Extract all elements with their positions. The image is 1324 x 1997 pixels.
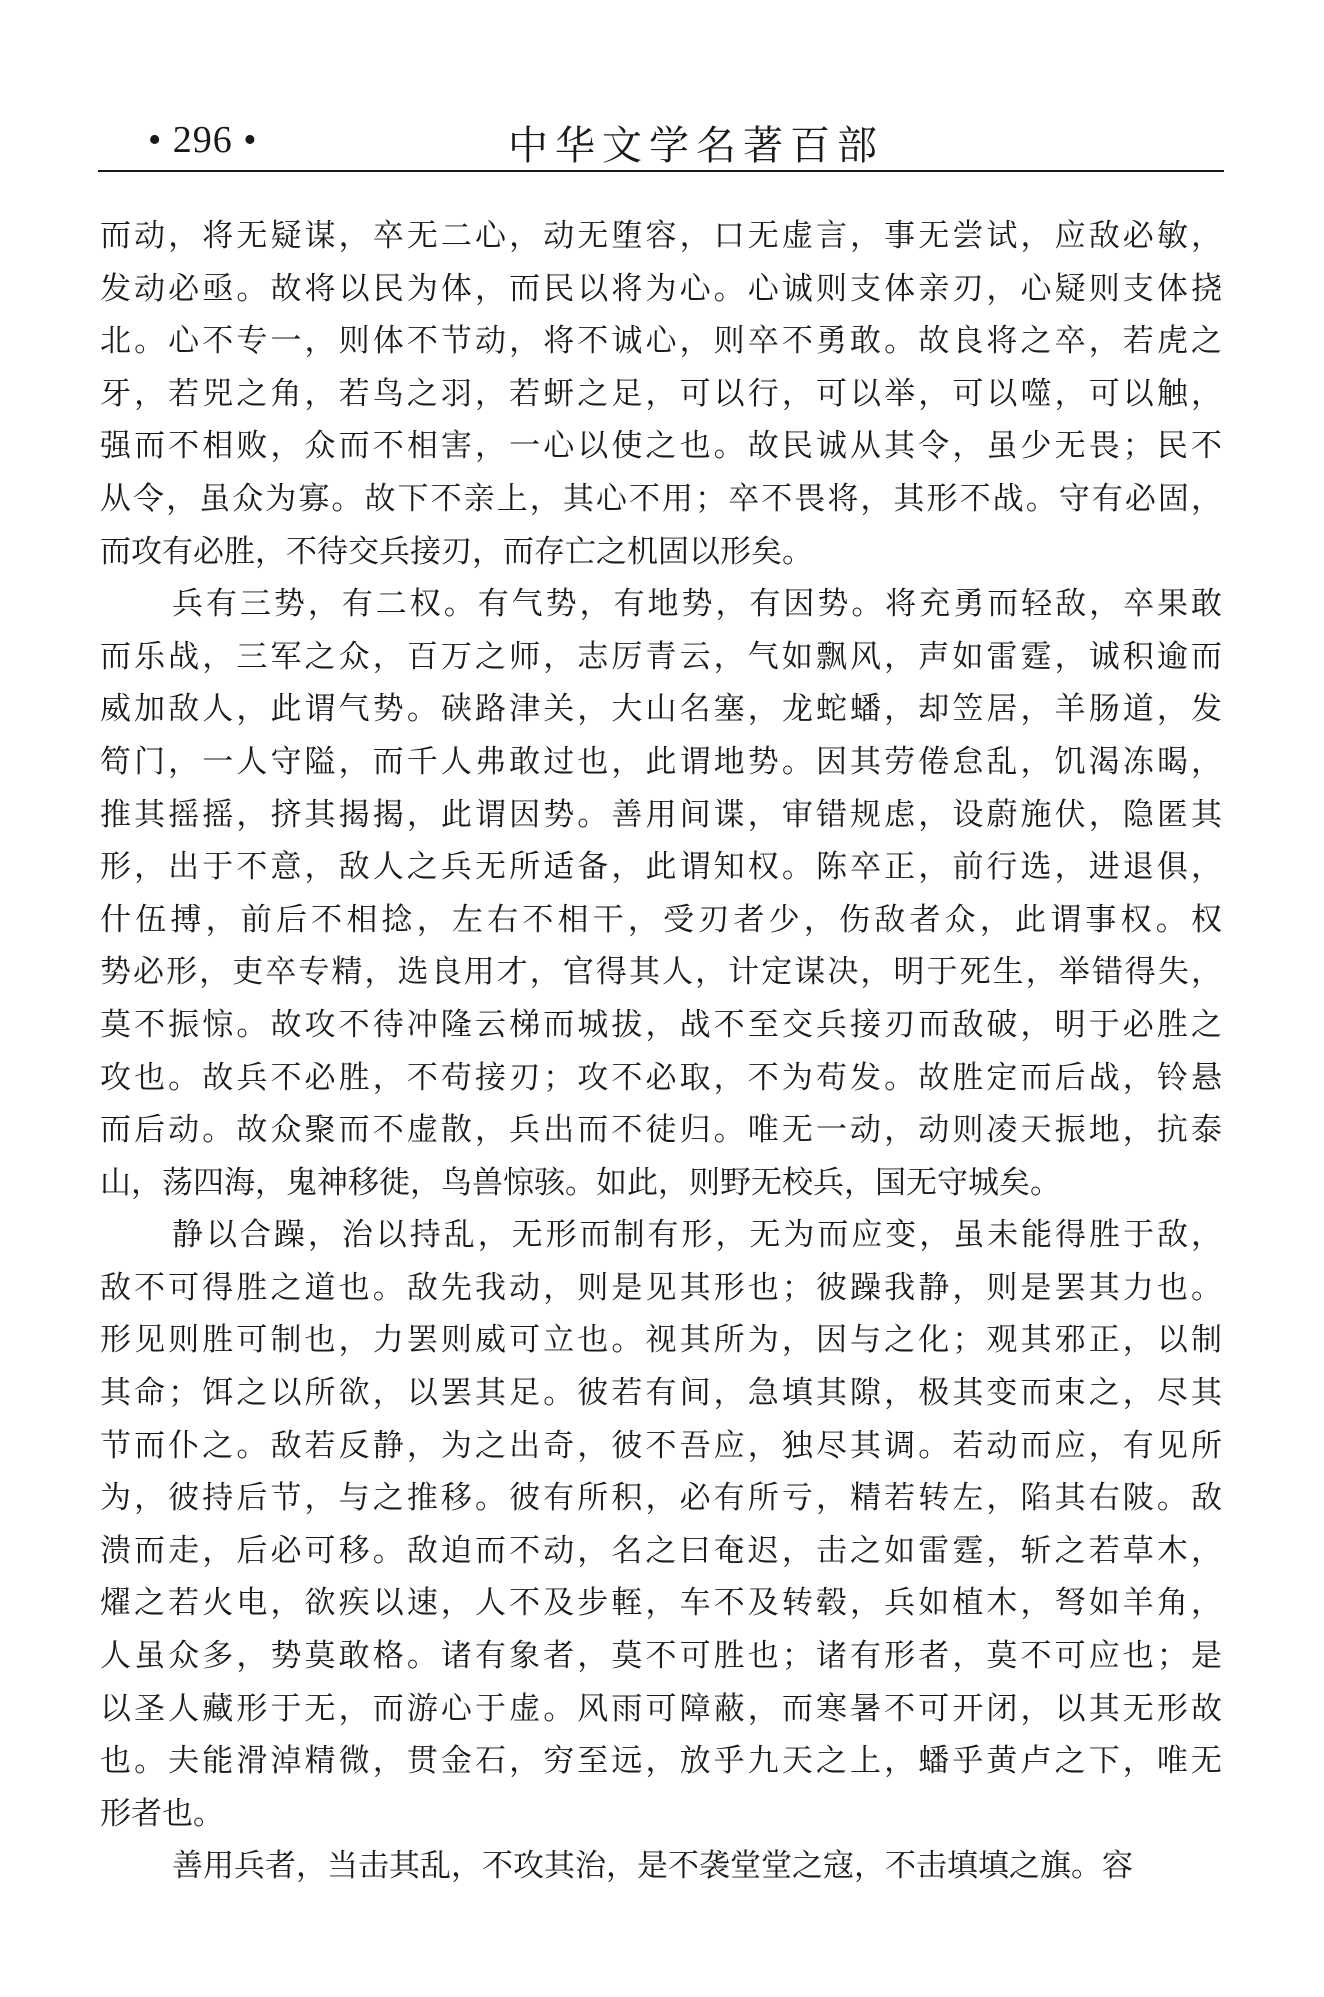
text-line: 善用兵者，当击其乱，不攻其治，是不袭堂堂之寇，不击填填之旗。容 [172,1848,1133,1885]
text-line: 而乐战，三军之众，百万之师，志厉青云，气如飘风，声如雷霆，诚积逾而 [100,638,1222,675]
book-title: 中华文学名著百部 [508,123,884,169]
body-text [100,210,1222,1893]
text-line: 强而不相败，众而不相害，一心以使之也。故民诚从其令，虽少无畏；民不 [100,428,1222,465]
paragraph [100,1209,1222,1840]
text-line: 以圣人藏形于无，而游心于虚。风雨可障蔽，而寒暑不可开闭，以其无形故 [100,1690,1222,1727]
text-line: 推其摇摇，挤其揭揭，此谓因势。善用间谍，审错规虑，设蔚施伏，隐匿其 [100,796,1222,833]
text-line: 形见则胜可制也，力罢则威可立也。视其所为，因与之化；观其邪正，以制 [100,1322,1222,1359]
text-line: 势必形，吏卒专精，选良用才，官得其人，计定谋决，明于死生，举错得失， [100,954,1222,991]
text-line: 静以合躁，治以持乱，无形而制有形，无为而应变，虽未能得胜于敌， [172,1217,1222,1254]
text-line: 发动必亟。故将以民为体，而民以将为心。心诚则支体亲刃，心疑则支体挠 [100,270,1222,307]
text-line: 山，荡四海，鬼神移徙，鸟兽惊骇。如此，则野无校兵，国无守城矣。 [100,1164,1061,1201]
text-line: 敌不可得胜之道也。敌先我动，则是见其形也；彼躁我静，则是罢其力也。 [100,1269,1222,1306]
text-line: 人虽众多，势莫敢格。诸有象者，莫不可胜也；诸有形者，莫不可应也；是 [100,1638,1222,1675]
text-line: 笱门，一人守隘，而千人弗敢过也，此谓地势。因其劳倦怠乱，饥渴冻暍， [100,743,1222,780]
paragraph [100,1840,1222,1893]
text-line: 溃而走，后必可移。敌迫而不动，名之曰奄迟，击之如雷霆，斩之若草木， [100,1532,1222,1569]
text-line: 而动，将无疑谋，卒无二心，动无堕容，口无虚言，事无尝试，应敌必敏， [100,218,1222,254]
text-line: 燿之若火电，欲疾以速，人不及步輊，车不及转毂，兵如植木，弩如羊角， [100,1585,1222,1622]
paragraph [100,578,1222,1209]
text-line: 莫不振惊。故攻不待冲隆云梯而城拔，战不至交兵接刃而敌破，明于必胜之 [100,1006,1222,1043]
header-rule [98,170,1224,172]
text-line: 形者也。 [100,1795,224,1832]
text-line: 也。夫能滑淖精微，贯金石，穷至远，放乎九天之上，蟠乎黄卢之下，唯无 [100,1743,1222,1780]
text-line: 而攻有必胜，不待交兵接刃，而存亡之机固以形矣。 [100,533,813,570]
text-line: 形，出于不意，敌人之兵无所适备，此谓知权。陈卒正，前行选，进退俱， [100,849,1222,886]
text-line: 攻也。故兵不必胜，不苟接刃；攻不必取，不为苟发。故胜定而后战，铃悬 [100,1059,1222,1096]
text-line: 而后动。故众聚而不虚散，兵出而不徒归。唯无一动，动则凌天振地，抗泰 [100,1112,1222,1149]
page-number: • 296 • [148,119,258,161]
text-line: 节而仆之。敌若反静，为之出奇，彼不吾应，独尽其调。若动而应，有见所 [100,1427,1222,1464]
text-line: 威加敌人，此谓气势。硖路津关，大山名塞，龙蛇蟠，却笠居，羊肠道，发 [100,691,1222,728]
paragraph [100,210,1222,578]
text-line: 兵有三势，有二权。有气势，有地势，有因势。将充勇而轻敌，卒果敢 [172,586,1222,623]
running-header [98,108,1222,172]
text-line: 其命；饵之以所欲，以罢其足。彼若有间，急填其隙，极其变而束之，尽其 [100,1375,1222,1412]
text-line: 从令，虽众为寡。故下不亲上，其心不用；卒不畏将，其形不战。守有必固， [100,480,1222,517]
text-line: 为，彼持后节，与之推移。彼有所积，必有所亏，精若转左，陷其右陂。敌 [100,1480,1222,1517]
text-line: 什伍搏，前后不相捻，左右不相干，受刃者少，伤敌者众，此谓事权。权 [100,901,1222,938]
text-line: 牙，若兕之角，若鸟之羽，若蚈之足，可以行，可以举，可以噬，可以触， [100,375,1222,412]
text-line: 北。心不专一，则体不节动，将不诚心，则卒不勇敢。故良将之卒，若虎之 [100,323,1222,360]
